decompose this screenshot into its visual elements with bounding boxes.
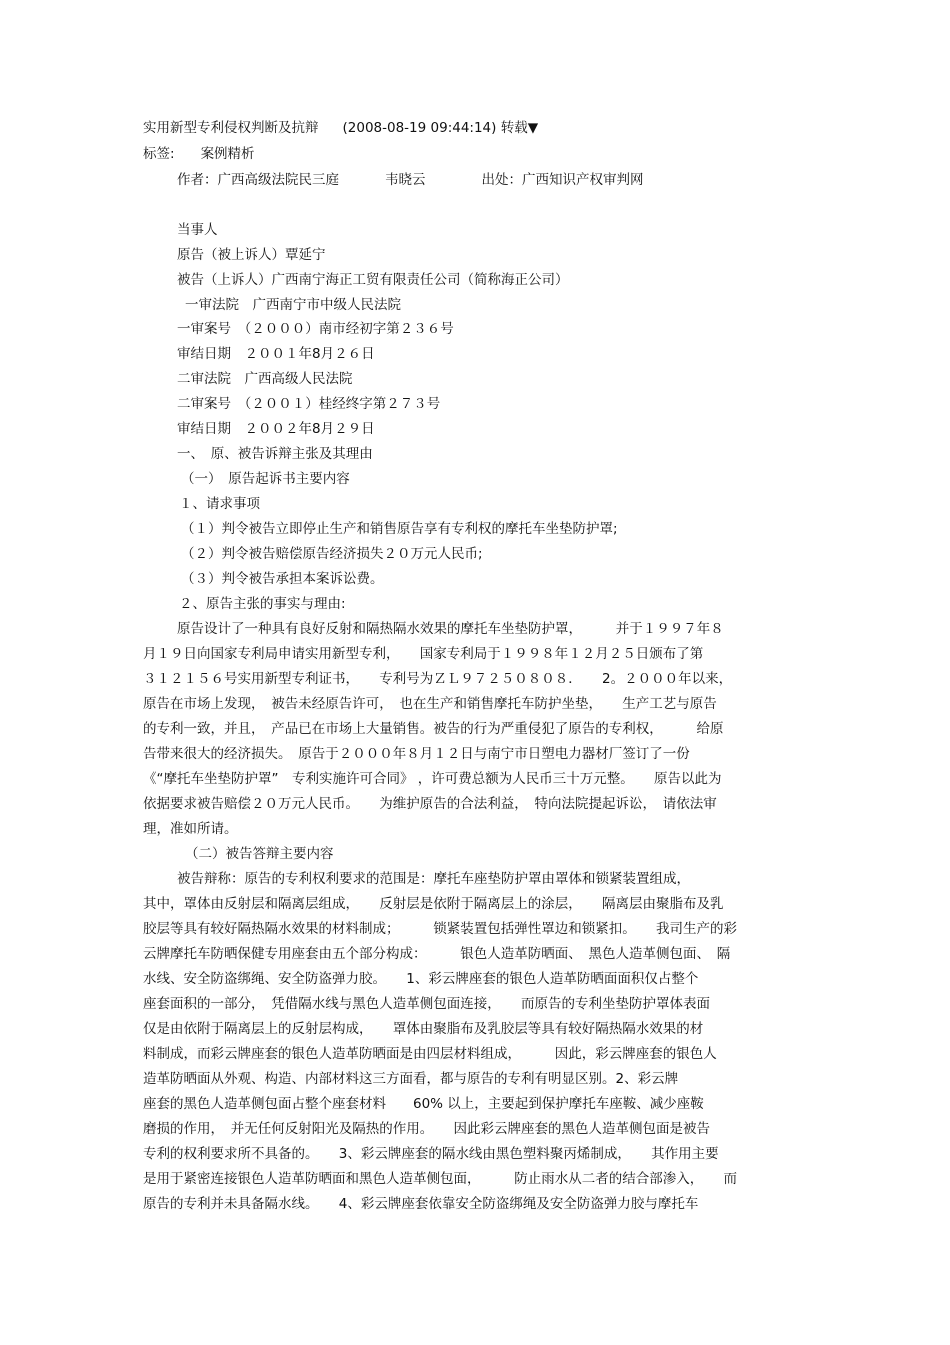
paragraph-line: 座套的黑色人造革侧包面占整个座套材料 60% 以上，主要起到保护摩托车座鞍、减少座鞍 [143, 1096, 704, 1112]
post-datetime: (2008-08-19 09:44:14) [342, 120, 497, 136]
paragraph-line: 《“摩托车坐垫防护罩” 专利实施许可合同》 ，许可费总额为人民币三十万元整。 原告以此为 [143, 771, 722, 787]
paragraph-line: 原告的专利并未具备隔水线。 4、彩云牌座套依靠安全防盗绑绳及安全防盗弹力胶与摩托车 [143, 1196, 699, 1212]
paragraph-line: 被告辩称：原告的专利权利要求的范围是：摩托车座垫防护罩由罩体和锁紧装置组成， [177, 871, 690, 887]
section-line: （２）判令被告赔偿原告经济损失２０万元人民币; [181, 546, 483, 562]
party-line: 审结日期 ２００２年8月２９日 [177, 421, 375, 437]
paragraph-line: 月１９日向国家专利局申请实用新型专利， 国家专利局于１９９８年１２月２５日颁布了第 [143, 646, 704, 662]
section-line: ２、原告主张的事实与理由: [179, 596, 346, 612]
tags-label: 标签: [143, 146, 175, 162]
paragraph-line: 水线、安全防盗绑绳、安全防盗弹力胶。 1、彩云牌座套的银色人造革防晒面面积仅占整个 [143, 971, 699, 987]
party-line: 被告（上诉人）广西南宁海正工贸有限责任公司（简称海正公司） [177, 272, 569, 288]
paragraph-line: 专利的权利要求所不具备的。 3、彩云牌座套的隔水线由黑色塑料聚丙烯制成， 其作用主要 [143, 1146, 719, 1162]
post-title-line [143, 120, 538, 136]
paragraph-line: 的专利一致，并且， 产品已在市场上大量销售。被告的行为严重侵犯了原告的专利权， 给原 [143, 721, 724, 737]
author-name: 韦晓云 [385, 172, 426, 188]
tag-link[interactable]: 案例精析 [200, 146, 255, 162]
paragraph-line: 告带来很大的经济损失。 原告于２０００年８月１２日与南宁市日塑电力器材厂签订了一份 [143, 746, 690, 762]
section-line: （１）判令被告立即停止生产和销售原告享有专利权的摩托车坐垫防护罩; [181, 521, 618, 537]
paragraph-line: 磨损的作用， 并无任何反射阳光及隔热的作用。 因此彩云牌座套的黑色人造革侧包面是被告 [143, 1121, 710, 1137]
paragraph-line: 胶层等具有较好隔热隔水效果的材料制成； 锁紧装置包括弹性罩边和锁紧扣。 我司生产的彩 [143, 921, 737, 937]
section-line: １、请求事项 [179, 496, 260, 512]
section-line: 一、 原、被告诉辩主张及其理由 [177, 446, 373, 462]
paragraph-line: 云牌摩托车防晒保健专用座套由五个部分构成： 银色人造革防晒面、 黑色人造革侧包面、 隔 [143, 946, 731, 962]
repost-link[interactable]: 转载▼ [500, 120, 539, 136]
paragraph-line: 依据要求被告赔偿２０万元人民币。 为维护原告的合法利益， 特向法院提起诉讼， 请依法审 [143, 796, 717, 812]
paragraph-line: 其中，罩体由反射层和隔离层组成， 反射层是依附于隔离层上的涂层， 隔离层由聚脂布及乳 [143, 896, 724, 912]
paragraph-line: 造革防晒面从外观、构造、内部材料这三方面看，都与原告的专利有明显区别。2、彩云牌 [143, 1071, 679, 1087]
paragraph-line: 原告设计了一种具有良好反射和隔热隔水效果的摩托车坐垫防护罩， 并于１９９７年８ [177, 621, 724, 637]
party-line: 二审案号 （２００１）桂经终字第２７３号 [177, 396, 441, 412]
party-line: 原告（被上诉人）覃延宁 [177, 247, 326, 263]
party-line: 一审案号 （２０００）南市经初字第２３６号 [177, 321, 454, 337]
paragraph-line: 是用于紧密连接银色人造革防晒面和黑色人造革侧包面， 防止雨水从二者的结合部渗入， 而 [143, 1171, 737, 1187]
party-line: 当事人 [177, 222, 218, 238]
paragraph-line: 座套面积的一部分， 凭借隔水线与黑色人造革侧包面连接， 而原告的专利坐垫防护罩体表面 [143, 996, 710, 1012]
paragraph-line: 料制成，而彩云牌座套的银色人造革防晒面是由四层材料组成， 因此，彩云牌座套的银色人 [143, 1046, 717, 1062]
author-label: 作者：广西高级法院民三庭 [177, 172, 339, 188]
paragraph-line: 仅是由依附于隔离层上的反射层构成， 罩体由聚脂布及乳胶层等具有较好隔热隔水效果的材 [143, 1021, 704, 1037]
paragraph-line: 理，准如所请。 [143, 821, 238, 837]
party-line: 二审法院 广西高级人民法院 [177, 371, 353, 387]
paragraph-line: ３１２１５６号实用新型专利证书， 专利号为ＺＬ９７２５０８０８． 2。２０００年以来， [143, 671, 733, 687]
section-line: （二）被告答辩主要内容 [185, 846, 334, 862]
paragraph-line: 原告在市场上发现， 被告未经原告许可， 也在生产和销售摩托车防护坐垫， 生产工艺与原告 [143, 696, 717, 712]
source-label: 出处：广西知识产权审判网 [481, 172, 644, 188]
section-line: （３）判令被告承担本案诉讼费。 [181, 571, 384, 587]
author-line [177, 172, 644, 188]
tags-line [143, 146, 255, 162]
party-line: 审结日期 ２００１年8月２６日 [177, 346, 375, 362]
section-line: （一） 原告起诉书主要内容 [181, 471, 350, 487]
party-line: 一审法院 广西南宁市中级人民法院 [185, 297, 401, 313]
post-title: 实用新型专利侵权判断及抗辩 [143, 120, 319, 136]
